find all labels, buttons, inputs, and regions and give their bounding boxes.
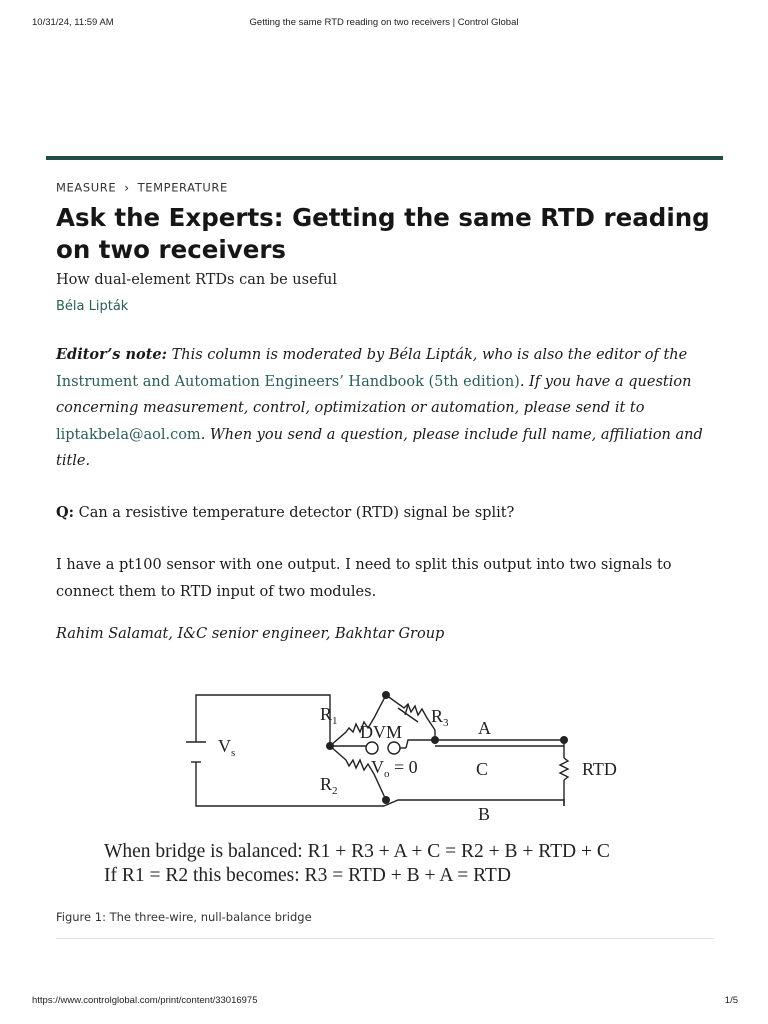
print-datetime: 10/31/24, 11:59 AM xyxy=(32,17,114,28)
page-number: 1/5 xyxy=(724,995,738,1006)
editor-note-text-3: . When you send a question, please include full name, affiliation and title. xyxy=(56,426,703,469)
equation-balanced: When bridge is balanced: R1 + R3 + A + C = R2 + B + RTD + C xyxy=(104,841,610,862)
handbook-link[interactable]: Instrument and Automation Engineers’ Handbook (5th edition) xyxy=(56,373,520,390)
question-label: Q: xyxy=(56,504,74,521)
author-link[interactable]: Béla Lipták xyxy=(56,299,129,314)
lead-b-label: B xyxy=(478,804,491,824)
question-text: Can a resistive temperature detector (RTD) signal be split? xyxy=(73,505,515,521)
email-link[interactable]: liptakbela@aol.com xyxy=(56,426,201,443)
article-subtitle: How dual-element RTDs can be useful xyxy=(56,272,338,288)
chevron-right-icon: › xyxy=(124,180,130,195)
print-page-title: Getting the same RTD reading on two receivers | Control Global xyxy=(249,17,519,28)
r1-label: $R_1$ xyxy=(320,704,338,727)
r2-label: $R_2$ xyxy=(320,774,338,797)
breadcrumb-temperature[interactable]: TEMPERATURE xyxy=(137,180,228,195)
print-header xyxy=(0,17,768,31)
caption-divider xyxy=(56,938,714,939)
r3-label: $R_3$ xyxy=(431,706,449,729)
editor-note-lead: Editor’s note: xyxy=(56,346,167,363)
header-divider xyxy=(46,156,723,160)
bridge-diagram xyxy=(56,680,714,900)
dvm-label: DVM xyxy=(360,722,403,742)
question-signature: Rahim Salamat, I&C senior engineer, Bakhtar Group xyxy=(56,626,445,642)
breadcrumb-measure[interactable]: MEASURE xyxy=(56,180,117,195)
editor-note-text: This column is moderated by Béla Lipták, who is also the editor of the xyxy=(167,347,688,363)
figure-caption: Figure 1: The three-wire, null-balance bridge xyxy=(56,910,312,924)
lead-c-label: C xyxy=(476,759,489,779)
question-body: I have a pt100 sensor with one output. I need to split this output into two signals to connect them to RTD input of two modules. xyxy=(56,557,672,600)
question xyxy=(56,500,720,527)
editor-note-text-2: . If you have a question concerning measurement, control, optimization or automation, please send it to xyxy=(56,373,692,416)
vo-label: $V_o = 0$ xyxy=(371,757,418,780)
print-url: https://www.controlglobal.com/print/content/33016975 xyxy=(32,995,258,1006)
editor-note xyxy=(56,342,720,475)
bridge-figure xyxy=(56,680,714,900)
vs-label: $V_s$ xyxy=(218,736,236,759)
equation-equal: If R1 = R2 this becomes: R3 = RTD + B + A = RTD xyxy=(104,865,511,886)
rtd-label: RTD xyxy=(582,759,617,779)
lead-a-label: A xyxy=(478,718,491,738)
breadcrumb xyxy=(56,180,228,195)
article-title: Ask the Experts: Getting the same RTD reading on two receivers xyxy=(56,203,710,264)
